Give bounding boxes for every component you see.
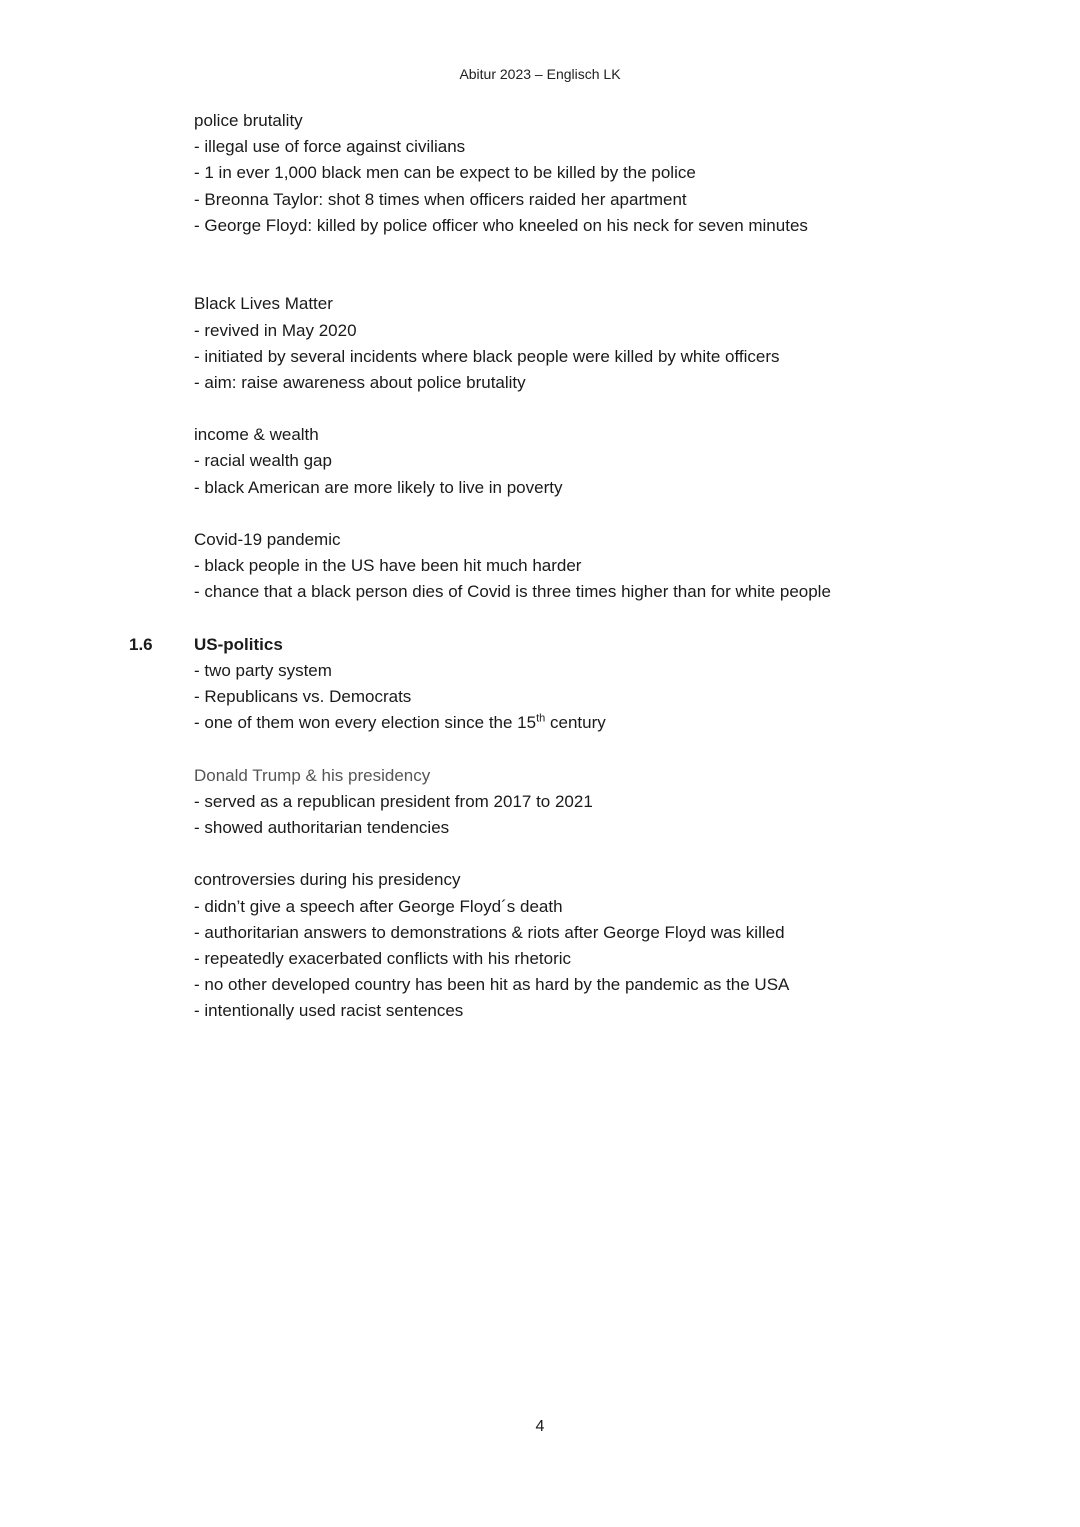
document-body xyxy=(129,108,994,1025)
list-item: - chance that a black person dies of Covid is three times higher than for white people xyxy=(194,582,831,602)
section-heading: controversies during his presidency xyxy=(194,870,461,890)
page-number: 4 xyxy=(535,1418,545,1435)
list-item: - George Floyd: killed by police officer who kneeled on his neck for seven minutes xyxy=(194,215,808,235)
page-header: Abitur 2023 – Englisch LK xyxy=(459,66,621,82)
list-item: - racial wealth gap xyxy=(194,451,332,471)
list-item: - illegal use of force against civilians xyxy=(194,137,466,157)
trump-section xyxy=(194,763,994,842)
list-item: - no other developed country has been hit as hard by the pandemic as the USA xyxy=(194,975,790,995)
section-heading: Black Lives Matter xyxy=(194,294,333,314)
list-item: - served as a republican president from 2017 to 2021 xyxy=(194,791,593,811)
list-item: - aim: raise awareness about police brutality xyxy=(194,372,526,392)
list-item: - revived in May 2020 xyxy=(194,320,357,340)
list-item: - Breonna Taylor: shot 8 times when officers raided her apartment xyxy=(194,189,687,209)
list-item: - black American are more likely to live in poverty xyxy=(194,477,563,497)
section-heading: police brutality xyxy=(194,111,303,130)
list-item: - Republicans vs. Democrats xyxy=(194,687,412,707)
list-item: - repeatedly exacerbated conflicts with his rhetoric xyxy=(194,949,572,969)
us-politics-section xyxy=(129,632,994,737)
police-brutality-section xyxy=(194,108,994,239)
ordinal-suffix: th xyxy=(536,712,546,725)
section-heading: income & wealth xyxy=(194,425,319,445)
section-number: 1.6 xyxy=(129,634,153,654)
list-item-text: century xyxy=(545,713,606,733)
list-item: - showed authoritarian tendencies xyxy=(194,818,450,838)
list-item: - didn’t give a speech after George Floyd´s death xyxy=(194,896,563,916)
section-heading: Covid-19 pandemic xyxy=(194,530,341,550)
list-item: - 1 in ever 1,000 black men can be expect to be killed by the police xyxy=(194,163,696,183)
section-heading: Donald Trump & his presidency xyxy=(194,765,431,785)
covid-section xyxy=(194,527,994,606)
income-wealth-section xyxy=(194,422,994,501)
black-lives-matter-section xyxy=(194,291,994,396)
list-item: - initiated by several incidents where black people were killed by white officers xyxy=(194,346,780,366)
list-item xyxy=(194,710,994,736)
controversies-section xyxy=(194,867,994,1024)
section-heading: US-politics xyxy=(194,634,283,654)
list-item: - two party system xyxy=(194,660,332,680)
list-item: - intentionally used racist sentences xyxy=(194,1001,464,1021)
list-item: - authoritarian answers to demonstrations & riots after George Floyd was killed xyxy=(194,922,785,942)
list-item-text: - one of them won every election since the 15 xyxy=(194,713,537,733)
list-item: - black people in the US have been hit much harder xyxy=(194,556,582,576)
